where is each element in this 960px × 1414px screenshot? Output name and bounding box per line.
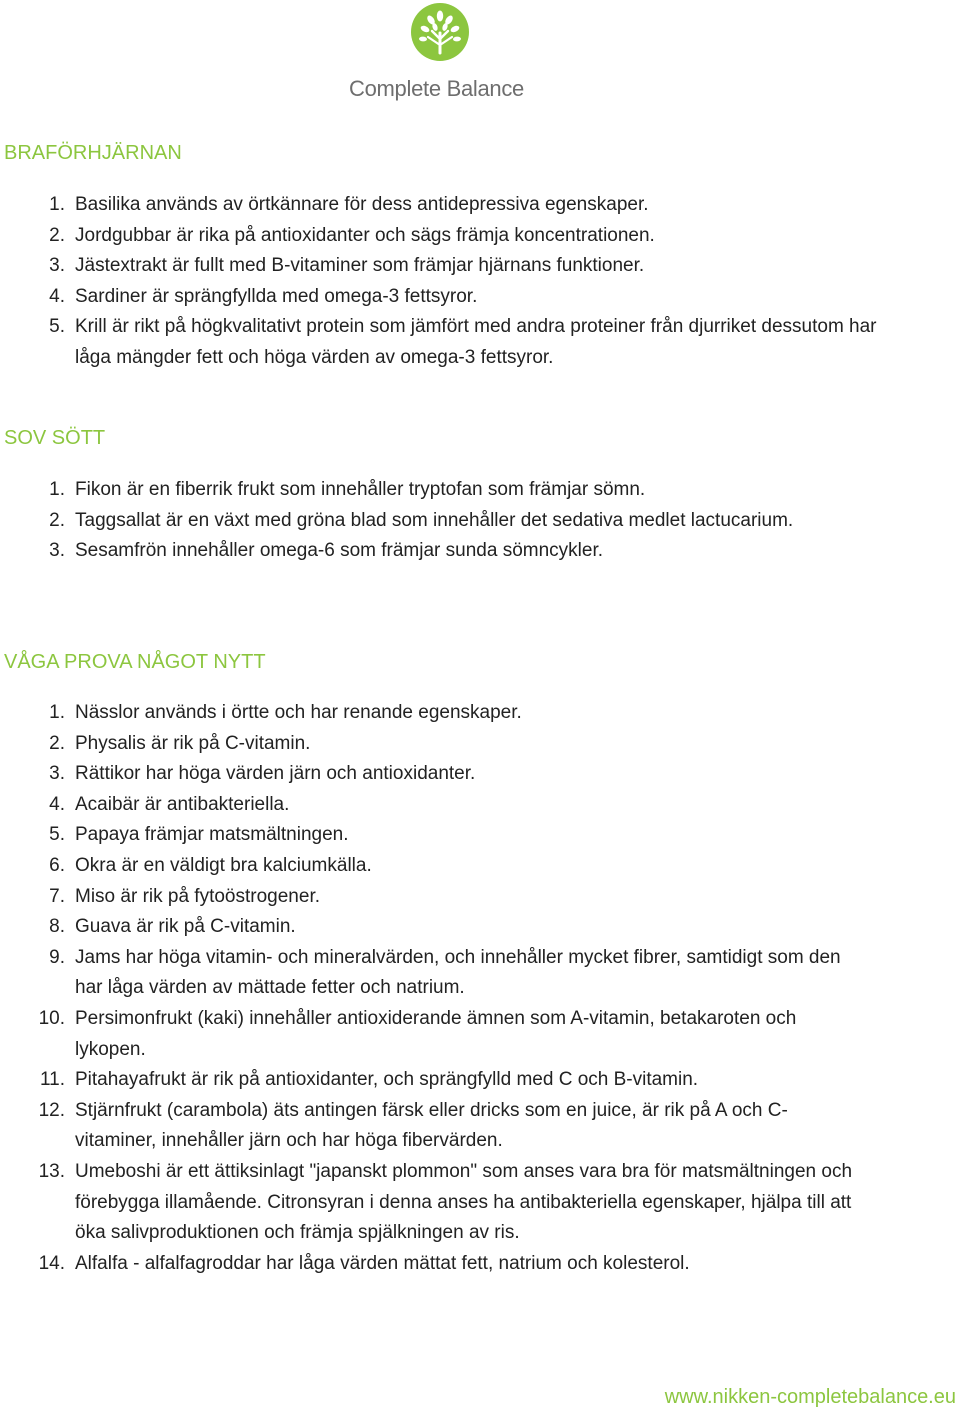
list-brain-food: [0, 190, 880, 374]
list-item: 3. Sesamfrön innehåller omega-6 som främjar sunda sömncykler.: [49, 540, 604, 562]
brand-name: Complete Balance: [349, 76, 524, 101]
list-item: 13. Umeboshi är ett ättiksinlagt "japanskt plommon" som anses vara bra för matsmältningen och förebygga illamående. Citronsyran i denna anses ha antibakteriella egenskaper, hjälpa till att öka salivproduktionen och främja spjälkningen av ris.: [38, 1160, 853, 1244]
list-item: 9. Jams har höga vitamin- och mineralvärden, och innehåller mycket fibrer, samtidigt som den har låga värden av mättade fetter och natrium.: [49, 946, 841, 999]
list-item: 12. Stjärnfrukt (carambola) äts antingen färsk eller dricks som en juice, är rik på A och C- vitaminer, innehåller järn och har höga fibervärden.: [38, 1099, 788, 1152]
list-item: 14. Alfalfa - alfalfagroddar har låga värden mättat fett, natrium och kolesterol.: [38, 1252, 690, 1274]
list-item: 11. Pitahayafrukt är rik på antioxidanter, och sprängfylld med C och B-vitamin.: [39, 1069, 699, 1091]
list-item: 3. Rättikor har höga värden järn och antioxidanter.: [49, 763, 476, 785]
list-item: 1. Fikon är en fiberrik frukt som innehåller tryptofan som främjar sömn.: [49, 479, 646, 500]
section-heading-brain-food: BRAFÖRHJÄRNAN: [4, 142, 182, 164]
footer-website-link[interactable]: www.nikken-completebalance.eu: [664, 1386, 956, 1408]
section-heading-sleep: SOV SÖTT: [4, 427, 106, 449]
list-item: 5. Papaya främjar matsmältningen.: [49, 824, 349, 846]
brand-logo: [0, 0, 960, 110]
list-item: 6. Okra är en väldigt bra kalciumkälla.: [49, 854, 372, 876]
list-item: 10. Persimonfrukt (kaki) innehåller antioxiderande ämnen som A-vitamin, betakaroten och lykopen.: [38, 1007, 797, 1060]
tree-icon: [411, 3, 469, 61]
list-try-new: [0, 698, 860, 1279]
list-item: 2. Physalis är rik på C-vitamin.: [49, 732, 311, 754]
list-item: 4. Acaibär är antibakteriella.: [49, 793, 290, 815]
list-item: 1. Nässlor används i örtte och har renande egenskaper.: [49, 702, 522, 723]
list-item: 1. Basilika används av örtkännare för dess antidepressiva egenskaper.: [49, 194, 649, 215]
list-item: 3. Jästextrakt är fullt med B-vitaminer som främjar hjärnans funktioner.: [49, 255, 645, 277]
list-item: 2. Taggsallat är en växt med gröna blad som innehåller det sedativa medlet lactucarium.: [49, 509, 794, 531]
list-sleep: [0, 475, 800, 567]
list-item: 2. Jordgubbar är rika på antioxidanter och sägs främja koncentrationen.: [49, 224, 655, 246]
list-item: 4. Sardiner är sprängfyllda med omega-3 fettsyror.: [49, 285, 478, 307]
list-item: 7. Miso är rik på fytoöstrogener.: [49, 885, 320, 907]
section-heading-try-new: VÅGA PROVA NÅGOT NYTT: [4, 651, 266, 673]
list-item: 5. Krill är rikt på högkvalitativt protein som jämfört med andra proteiner från djurriket dessutom har låga mängder fett och höga värden av omega-3 fettsyror.: [49, 316, 877, 368]
list-item: 8. Guava är rik på C-vitamin.: [49, 916, 296, 938]
